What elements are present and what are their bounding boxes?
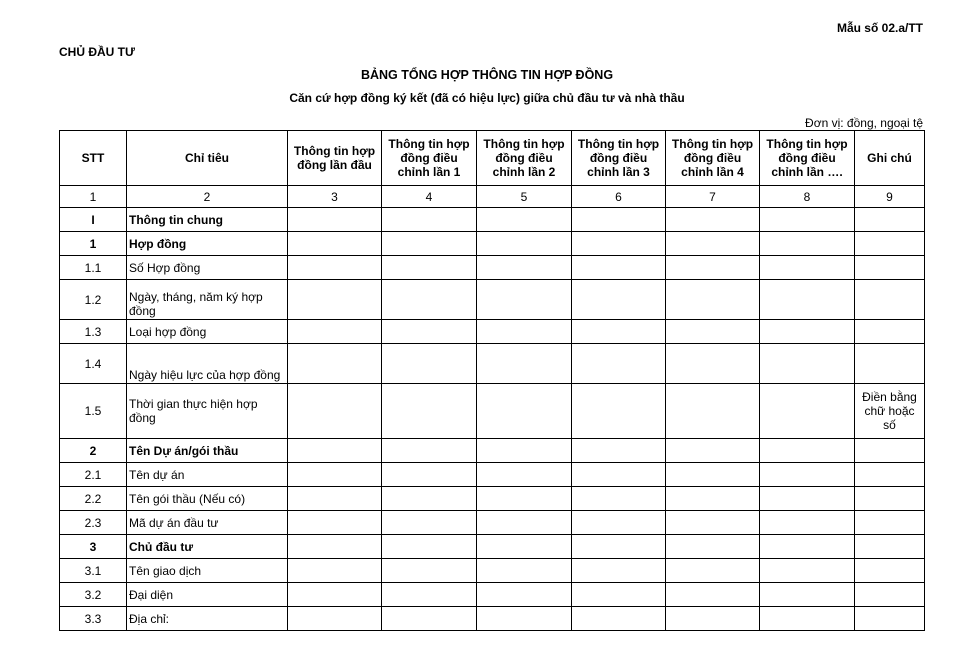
document-title: BẢNG TỔNG HỢP THÔNG TIN HỢP ĐỒNG [360, 68, 614, 82]
value-cell [477, 320, 572, 344]
table-row [60, 439, 925, 463]
owner-label: CHỦ ĐẦU TƯ [59, 45, 135, 59]
column-header: Chỉ tiêu [127, 131, 288, 186]
value-cell [572, 256, 666, 280]
row-note [855, 256, 925, 280]
value-cell [288, 583, 382, 607]
column-header: Thông tin hợp đồng điều chỉnh lần …. [760, 131, 855, 186]
row-note [855, 463, 925, 487]
column-number: 1 [60, 186, 127, 208]
value-cell [666, 320, 760, 344]
value-cell [382, 583, 477, 607]
value-cell [666, 535, 760, 559]
value-cell [760, 232, 855, 256]
value-cell [477, 384, 572, 439]
row-note [855, 344, 925, 384]
value-cell [288, 463, 382, 487]
row-label: Thời gian thực hiện hợp đồng [127, 384, 288, 439]
value-cell [288, 232, 382, 256]
row-stt: 1.1 [60, 256, 127, 280]
row-stt: 3.1 [60, 559, 127, 583]
value-cell [477, 511, 572, 535]
value-cell [477, 607, 572, 631]
column-number: 4 [382, 186, 477, 208]
value-cell [666, 344, 760, 384]
column-header: STT [60, 131, 127, 186]
table-header-row [60, 131, 925, 186]
value-cell [572, 280, 666, 320]
value-cell [760, 559, 855, 583]
value-cell [382, 535, 477, 559]
value-cell [382, 607, 477, 631]
table-row [60, 256, 925, 280]
value-cell [572, 439, 666, 463]
value-cell [666, 607, 760, 631]
value-cell [666, 232, 760, 256]
value-cell [572, 463, 666, 487]
value-cell [760, 320, 855, 344]
value-cell [382, 232, 477, 256]
column-number: 9 [855, 186, 925, 208]
value-cell [666, 511, 760, 535]
value-cell [760, 384, 855, 439]
value-cell [288, 607, 382, 631]
table-row [60, 487, 925, 511]
row-label: Số Hợp đồng [127, 256, 288, 280]
value-cell [572, 232, 666, 256]
row-note [855, 280, 925, 320]
column-header: Ghi chú [855, 131, 925, 186]
value-cell [572, 607, 666, 631]
value-cell [477, 439, 572, 463]
unit-label: Đơn vị: đồng, ngoại tệ [805, 116, 923, 130]
value-cell [572, 583, 666, 607]
value-cell [477, 487, 572, 511]
table-row [60, 463, 925, 487]
row-label: Tên gói thầu (Nếu có) [127, 487, 288, 511]
column-header: Thông tin hợp đồng điều chỉnh lần 1 [382, 131, 477, 186]
row-stt: 1.2 [60, 280, 127, 320]
value-cell [288, 535, 382, 559]
value-cell [666, 559, 760, 583]
value-cell [760, 256, 855, 280]
value-cell [572, 559, 666, 583]
value-cell [477, 256, 572, 280]
value-cell [382, 208, 477, 232]
value-cell [666, 439, 760, 463]
column-number-row [60, 186, 925, 208]
value-cell [288, 208, 382, 232]
value-cell [666, 487, 760, 511]
value-cell [382, 487, 477, 511]
value-cell [288, 559, 382, 583]
value-cell [760, 583, 855, 607]
value-cell [760, 607, 855, 631]
row-note [855, 439, 925, 463]
table-row [60, 559, 925, 583]
row-label: Ngày hiệu lực của hợp đồng [127, 344, 288, 384]
value-cell [760, 511, 855, 535]
value-cell [666, 280, 760, 320]
row-note [855, 487, 925, 511]
row-note [855, 320, 925, 344]
value-cell [760, 344, 855, 384]
column-number: 8 [760, 186, 855, 208]
table-row [60, 232, 925, 256]
column-number: 6 [572, 186, 666, 208]
row-note [855, 232, 925, 256]
table-row [60, 384, 925, 439]
value-cell [382, 256, 477, 280]
column-number: 2 [127, 186, 288, 208]
row-note [855, 208, 925, 232]
value-cell [477, 559, 572, 583]
table-row [60, 535, 925, 559]
value-cell [666, 256, 760, 280]
row-note: Điền bằng chữ hoặc số [855, 384, 925, 439]
value-cell [666, 463, 760, 487]
value-cell [572, 535, 666, 559]
value-cell [477, 583, 572, 607]
column-header: Thông tin hợp đồng điều chỉnh lần 3 [572, 131, 666, 186]
value-cell [477, 344, 572, 384]
value-cell [666, 384, 760, 439]
row-note [855, 535, 925, 559]
table-row [60, 344, 925, 384]
value-cell [288, 320, 382, 344]
row-stt: 3 [60, 535, 127, 559]
value-cell [382, 439, 477, 463]
row-label: Loại hợp đồng [127, 320, 288, 344]
row-label: Tên giao dịch [127, 559, 288, 583]
row-stt: 1 [60, 232, 127, 256]
value-cell [288, 344, 382, 384]
column-header: Thông tin hợp đồng điều chỉnh lần 2 [477, 131, 572, 186]
value-cell [382, 280, 477, 320]
value-cell [288, 384, 382, 439]
value-cell [760, 535, 855, 559]
column-header: Thông tin hợp đồng lần đầu [288, 131, 382, 186]
document-subtitle: Căn cứ hợp đồng ký kết (đã có hiệu lực) giữa chủ đầu tư và nhà thầu [289, 91, 685, 105]
value-cell [382, 384, 477, 439]
value-cell [382, 344, 477, 384]
form-code: Mẫu số 02.a/TT [836, 21, 923, 35]
column-number: 3 [288, 186, 382, 208]
value-cell [382, 320, 477, 344]
table-row [60, 320, 925, 344]
row-label: Địa chỉ: [127, 607, 288, 631]
value-cell [288, 280, 382, 320]
row-stt: 3.3 [60, 607, 127, 631]
row-stt: 1.3 [60, 320, 127, 344]
value-cell [288, 256, 382, 280]
row-stt: 1.5 [60, 384, 127, 439]
value-cell [572, 320, 666, 344]
table-row [60, 280, 925, 320]
row-label: Tên Dự án/gói thầu [127, 439, 288, 463]
value-cell [477, 463, 572, 487]
value-cell [760, 280, 855, 320]
value-cell [572, 487, 666, 511]
value-cell [382, 559, 477, 583]
row-stt: 2.2 [60, 487, 127, 511]
value-cell [477, 232, 572, 256]
row-label: Thông tin chung [127, 208, 288, 232]
row-stt: 2.1 [60, 463, 127, 487]
table-row [60, 511, 925, 535]
value-cell [760, 208, 855, 232]
row-note [855, 607, 925, 631]
value-cell [288, 487, 382, 511]
table-row [60, 208, 925, 232]
value-cell [382, 511, 477, 535]
row-label: Hợp đồng [127, 232, 288, 256]
row-stt: 3.2 [60, 583, 127, 607]
value-cell [477, 208, 572, 232]
row-stt: 2 [60, 439, 127, 463]
value-cell [760, 463, 855, 487]
value-cell [572, 511, 666, 535]
row-stt: 1.4 [60, 344, 127, 384]
row-note [855, 511, 925, 535]
value-cell [477, 280, 572, 320]
row-note [855, 583, 925, 607]
row-stt: 2.3 [60, 511, 127, 535]
row-label: Ngày, tháng, năm ký hợp đồng [127, 280, 288, 320]
row-label: Tên dự án [127, 463, 288, 487]
table-row [60, 583, 925, 607]
value-cell [572, 344, 666, 384]
row-stt: I [60, 208, 127, 232]
value-cell [382, 463, 477, 487]
value-cell [666, 208, 760, 232]
table-row [60, 607, 925, 631]
column-header: Thông tin hợp đồng điều chỉnh lần 4 [666, 131, 760, 186]
row-label: Đại diện [127, 583, 288, 607]
value-cell [572, 208, 666, 232]
value-cell [288, 439, 382, 463]
column-number: 5 [477, 186, 572, 208]
row-note [855, 559, 925, 583]
value-cell [477, 535, 572, 559]
column-number: 7 [666, 186, 760, 208]
value-cell [760, 439, 855, 463]
contract-summary-table [59, 130, 925, 631]
value-cell [572, 384, 666, 439]
row-label: Mã dự án đầu tư [127, 511, 288, 535]
value-cell [288, 511, 382, 535]
value-cell [760, 487, 855, 511]
row-label: Chủ đầu tư [127, 535, 288, 559]
value-cell [666, 583, 760, 607]
